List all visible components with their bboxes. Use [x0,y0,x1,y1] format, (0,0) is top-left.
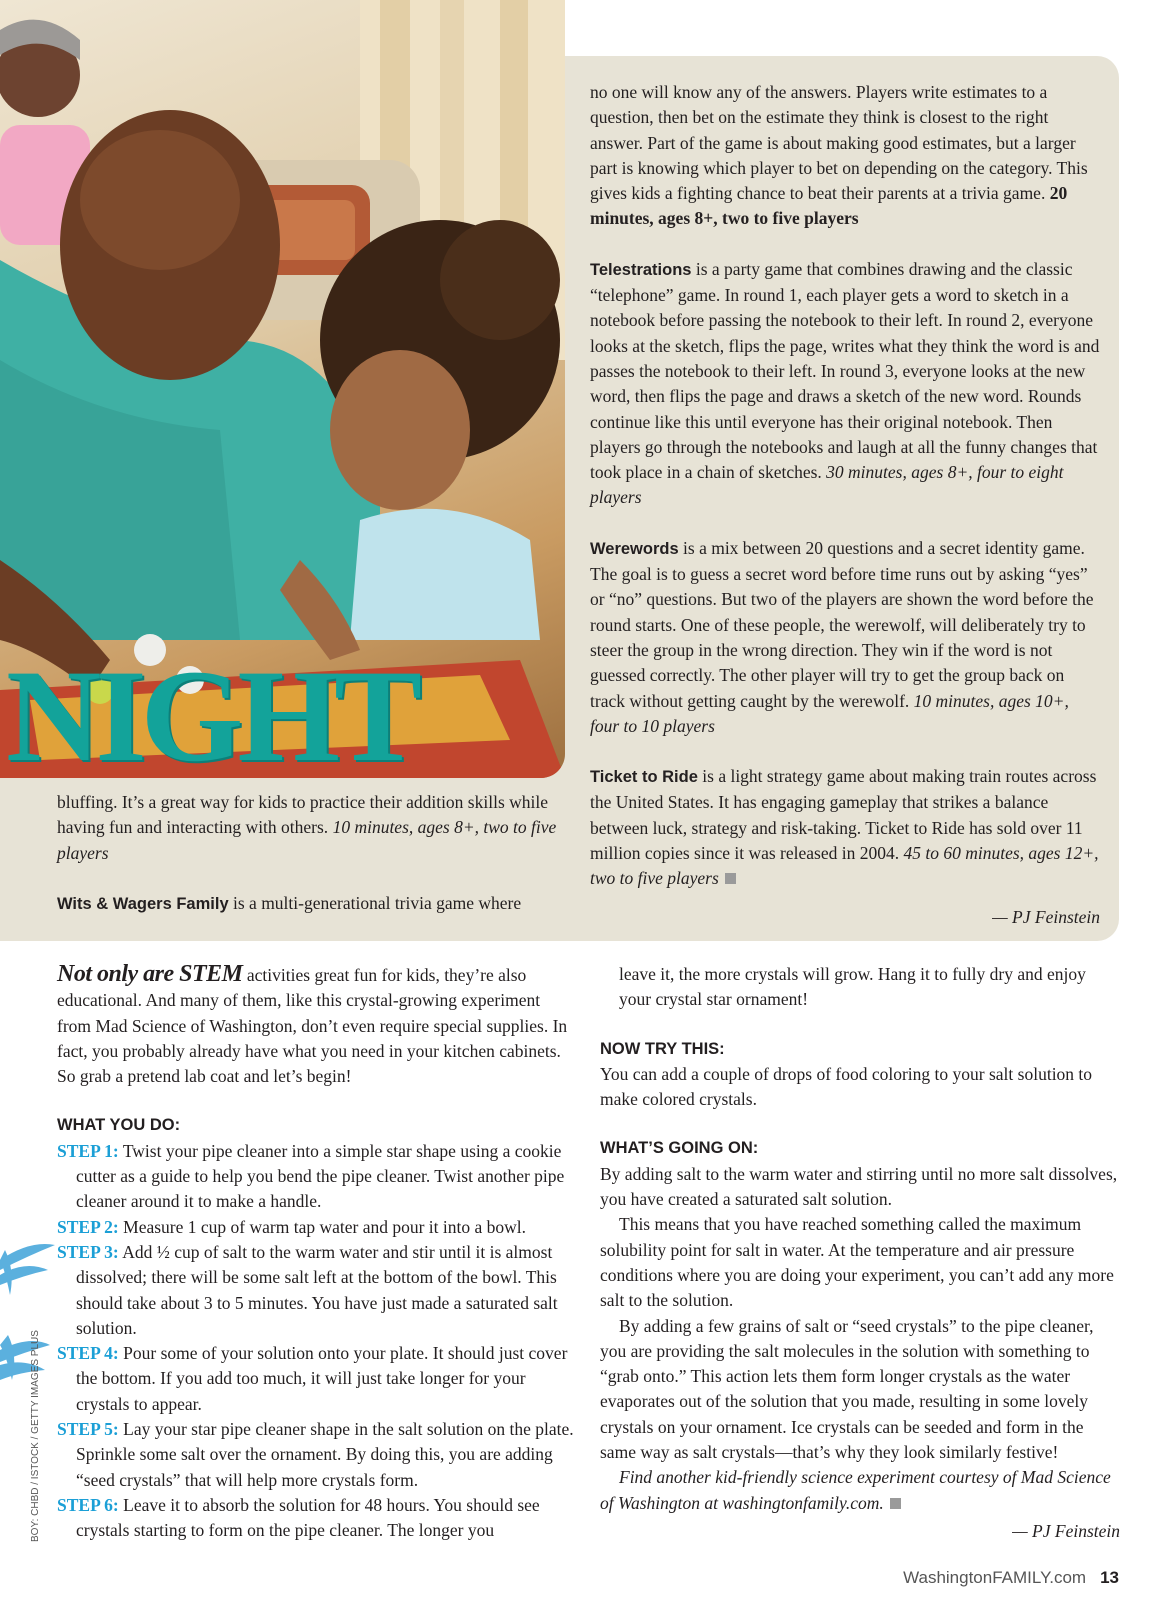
games-credit: — PJ Feinstein [992,906,1100,927]
werewords-text: is a mix between 20 questions and a secret identity game. The goal is to guess a secret word before time runs out by asking “yes” or “no” questions. But two of the players are shown the word before the round starts. One of these people, the werewolf, will deliberately try to steer the group in the wrong direction. They win if the word is not guessed correctly. The other player will try to get the group back on track without getting caught by the werewolf. [590,537,1094,711]
stem-intro [57,962,577,1089]
games-left-column [57,790,562,942]
bluffing-meta: 10 minutes, ages 8+, two to five players [57,817,557,863]
now-try-text: You can add a couple of drops of food coloring to your salt solution to make colored crystals. [600,1063,1093,1110]
stem-intro-text: activities great fun for kids, they’re also educational. And many of them, like this crystal-growing experiment from Mad Science of Washington, don’t even require special supplies. In fact, you probably already have what you need in your kitchen cabinets. So grab a pretend lab coat and let’s begin! [57,965,568,1087]
footer-site: WashingtonFAMILY.com [903,1568,1087,1587]
step-text: Measure 1 cup of warm tap water and pour it into a bowl. [123,1216,527,1237]
bluffing-paragraph [57,790,562,866]
end-square-icon [725,873,736,884]
werewords-meta: 10 minutes, ages 10+, four to 10 players [590,690,1069,736]
telestrations-name: Telestrations [590,260,692,279]
wits-paragraph-start [57,891,562,917]
find-more-paragraph [600,1465,1120,1516]
going-on-heading: WHAT’S GOING ON: [600,1139,759,1158]
step-text: Leave it to absorb the solution for 48 hours. You should see crystals starting to form on the pipe cleaner. The longer you [76,1494,540,1541]
photo-credit: BOY: CHBD / ISTOCK / GETTY IMAGES PLUS [30,1330,41,1542]
stem-right-column [600,962,1120,1544]
step-text: Twist your pipe cleaner into a simple star shape using a cookie cutter as a guide to help you bend the pipe cleaner. Twist another pipe cleaner around it to make a handle. [76,1140,565,1212]
ticket-paragraph [590,764,1100,891]
step-item [57,1240,577,1341]
step6-cont: leave it, the more crystals will grow. Hang it to fully dry and enjoy your crystal star ornament! [619,964,1086,1010]
step-label: STEP 6: [57,1494,119,1515]
going-on-p1: By adding salt to the warm water and stirring until no more salt dissolves, you have created a saturated salt solution. [600,1163,1118,1210]
bluffing-text: bluffing. It’s a great way for kids to practice their addition skills while having fun and interacting with others. [57,792,549,838]
family-game-photo [0,0,565,778]
wits-text-start: is a multi-generational trivia game where [233,892,522,913]
step-label: STEP 1: [57,1140,119,1161]
stem-credit: — PJ Feinstein [1012,1520,1120,1541]
step-item [57,1417,577,1493]
page-footer [903,1568,1119,1588]
going-on-p2: This means that you have reached something called the maximum solubility point for salt in water. At the temperature and air pressure conditions where you are doing your experiment, you can’t add any more salt to the solution. [600,1214,1114,1311]
end-square-icon [890,1498,901,1509]
step-text: Pour some of your solution onto your plate. It should just cover the bottom. If you add too much, it will just take longer for your crystals to appear. [76,1343,568,1414]
going-on-p3: By adding a few grains of salt or “seed crystals” to the pipe cleaner, you are providing the salt molecules in the solution with something to “grab onto.” This action lets them form longer crystals as the water evaporates out of the solution that you made, resulting in some lovely crystals on your ornament. Ice crystals can be seeded and form in the same way as salt crystals—that’s why they look similarly festive! [600,1315,1094,1463]
step-text: Add ½ cup of salt to the warm water and stir until it is almost dissolved; there will be some salt left at the bottom of the bowl. This should take about 3 to 5 minutes. You have just made a saturated salt solution. [76,1241,558,1338]
wits-name: Wits & Wagers Family [57,894,229,913]
wits-text-cont: no one will know any of the answers. Players write estimates to a question, then bet on the estimate they think is closest to the right answer. Part of the game is about making good estimates, but a larger part is knowing which player to bet on depending on the category. This gives kids a fighting chance to beat their parents at a trivia game. [590,82,1088,204]
step-item [57,1139,577,1215]
now-try-heading: NOW TRY THIS: [600,1039,725,1058]
stem-left-column [57,962,577,1544]
step-item [57,1493,577,1544]
steps-list [57,1139,577,1544]
find-more-text: Find another kid-friendly science experiment courtesy of Mad Science of Washington at washingtonfamily.com. [600,1467,1111,1513]
telestrations-paragraph [590,257,1100,511]
step-label: STEP 5: [57,1419,119,1440]
werewords-paragraph [590,536,1100,739]
step-item [57,1341,577,1417]
wits-paragraph-cont [590,80,1100,232]
ticket-meta: 45 to 60 minutes, ages 12+, two to five players [590,843,1099,889]
telestrations-text: is a party game that combines drawing and the classic “telephone” game. In round 1, each player gets a word to sketch in a notebook before passing the notebook to their left. In round 2, everyone looks at the sketch, flips the page, writes what they think the word is and passes the notebook to their left. In round 3, everyone looks at the new word, then flips the page and draws a sketch of the new word. Rounds continue like this until everyone has their original notebook. Then players go through the notebooks and laugh at all the funny changes that took place in a chain of sketches. [590,258,1100,483]
step-item [57,1215,577,1240]
night-title-word: NIGHT [6,642,417,778]
what-you-do-heading: WHAT YOU DO: [57,1116,181,1135]
step-label: STEP 4: [57,1343,119,1364]
stem-lead: Not only are STEM [57,961,243,987]
games-right-column [590,80,1100,930]
werewords-name: Werewords [590,539,679,558]
page-number: 13 [1100,1568,1119,1587]
step-text: Lay your star pipe cleaner shape in the salt solution on the plate. Sprinkle some salt over the ornament. By doing this, you are adding “seed crystals” that will help more crystals form. [76,1419,574,1490]
ticket-name: Ticket to Ride [590,768,698,787]
ticket-text: is a light strategy game about making train routes across the United States. It has engaging gameplay that strikes a balance between luck, strategy and risk-taking. Ticket to Ride has sold over 11 million copies since it was released in 2004. [590,766,1097,864]
step-label: STEP 3: [57,1241,119,1262]
telestrations-meta: 30 minutes, ages 8+, four to eight players [590,462,1064,508]
wits-meta: 20 minutes, ages 8+, two to five players [590,183,1068,229]
step-label: STEP 2: [57,1216,119,1237]
